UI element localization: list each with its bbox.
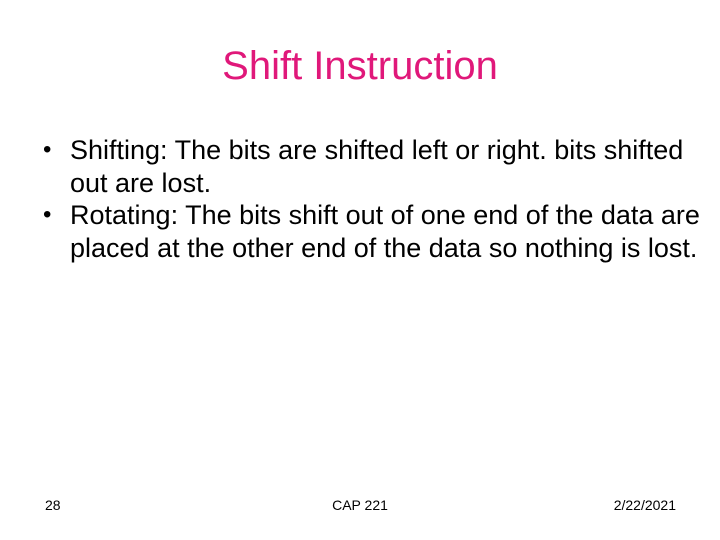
- bullet-text: Rotating: The bits shift out of one end of the data are placed at the other end of the data so nothing is lost.: [70, 200, 700, 263]
- bullet-icon: •: [43, 136, 52, 163]
- slide-title: Shift Instruction: [222, 44, 498, 88]
- footer-course: CAP 221: [332, 497, 388, 513]
- bullet-item-rotating: [40, 199, 700, 264]
- bullet-item-shifting: [40, 134, 700, 199]
- footer-date: 2/22/2021: [613, 497, 676, 513]
- bullet-text: Shifting: The bits are shifted left or right. bits shifted out are lost.: [70, 135, 684, 198]
- bullet-icon: •: [43, 201, 52, 228]
- slide-number: 28: [45, 497, 61, 513]
- bullet-list: [40, 134, 700, 264]
